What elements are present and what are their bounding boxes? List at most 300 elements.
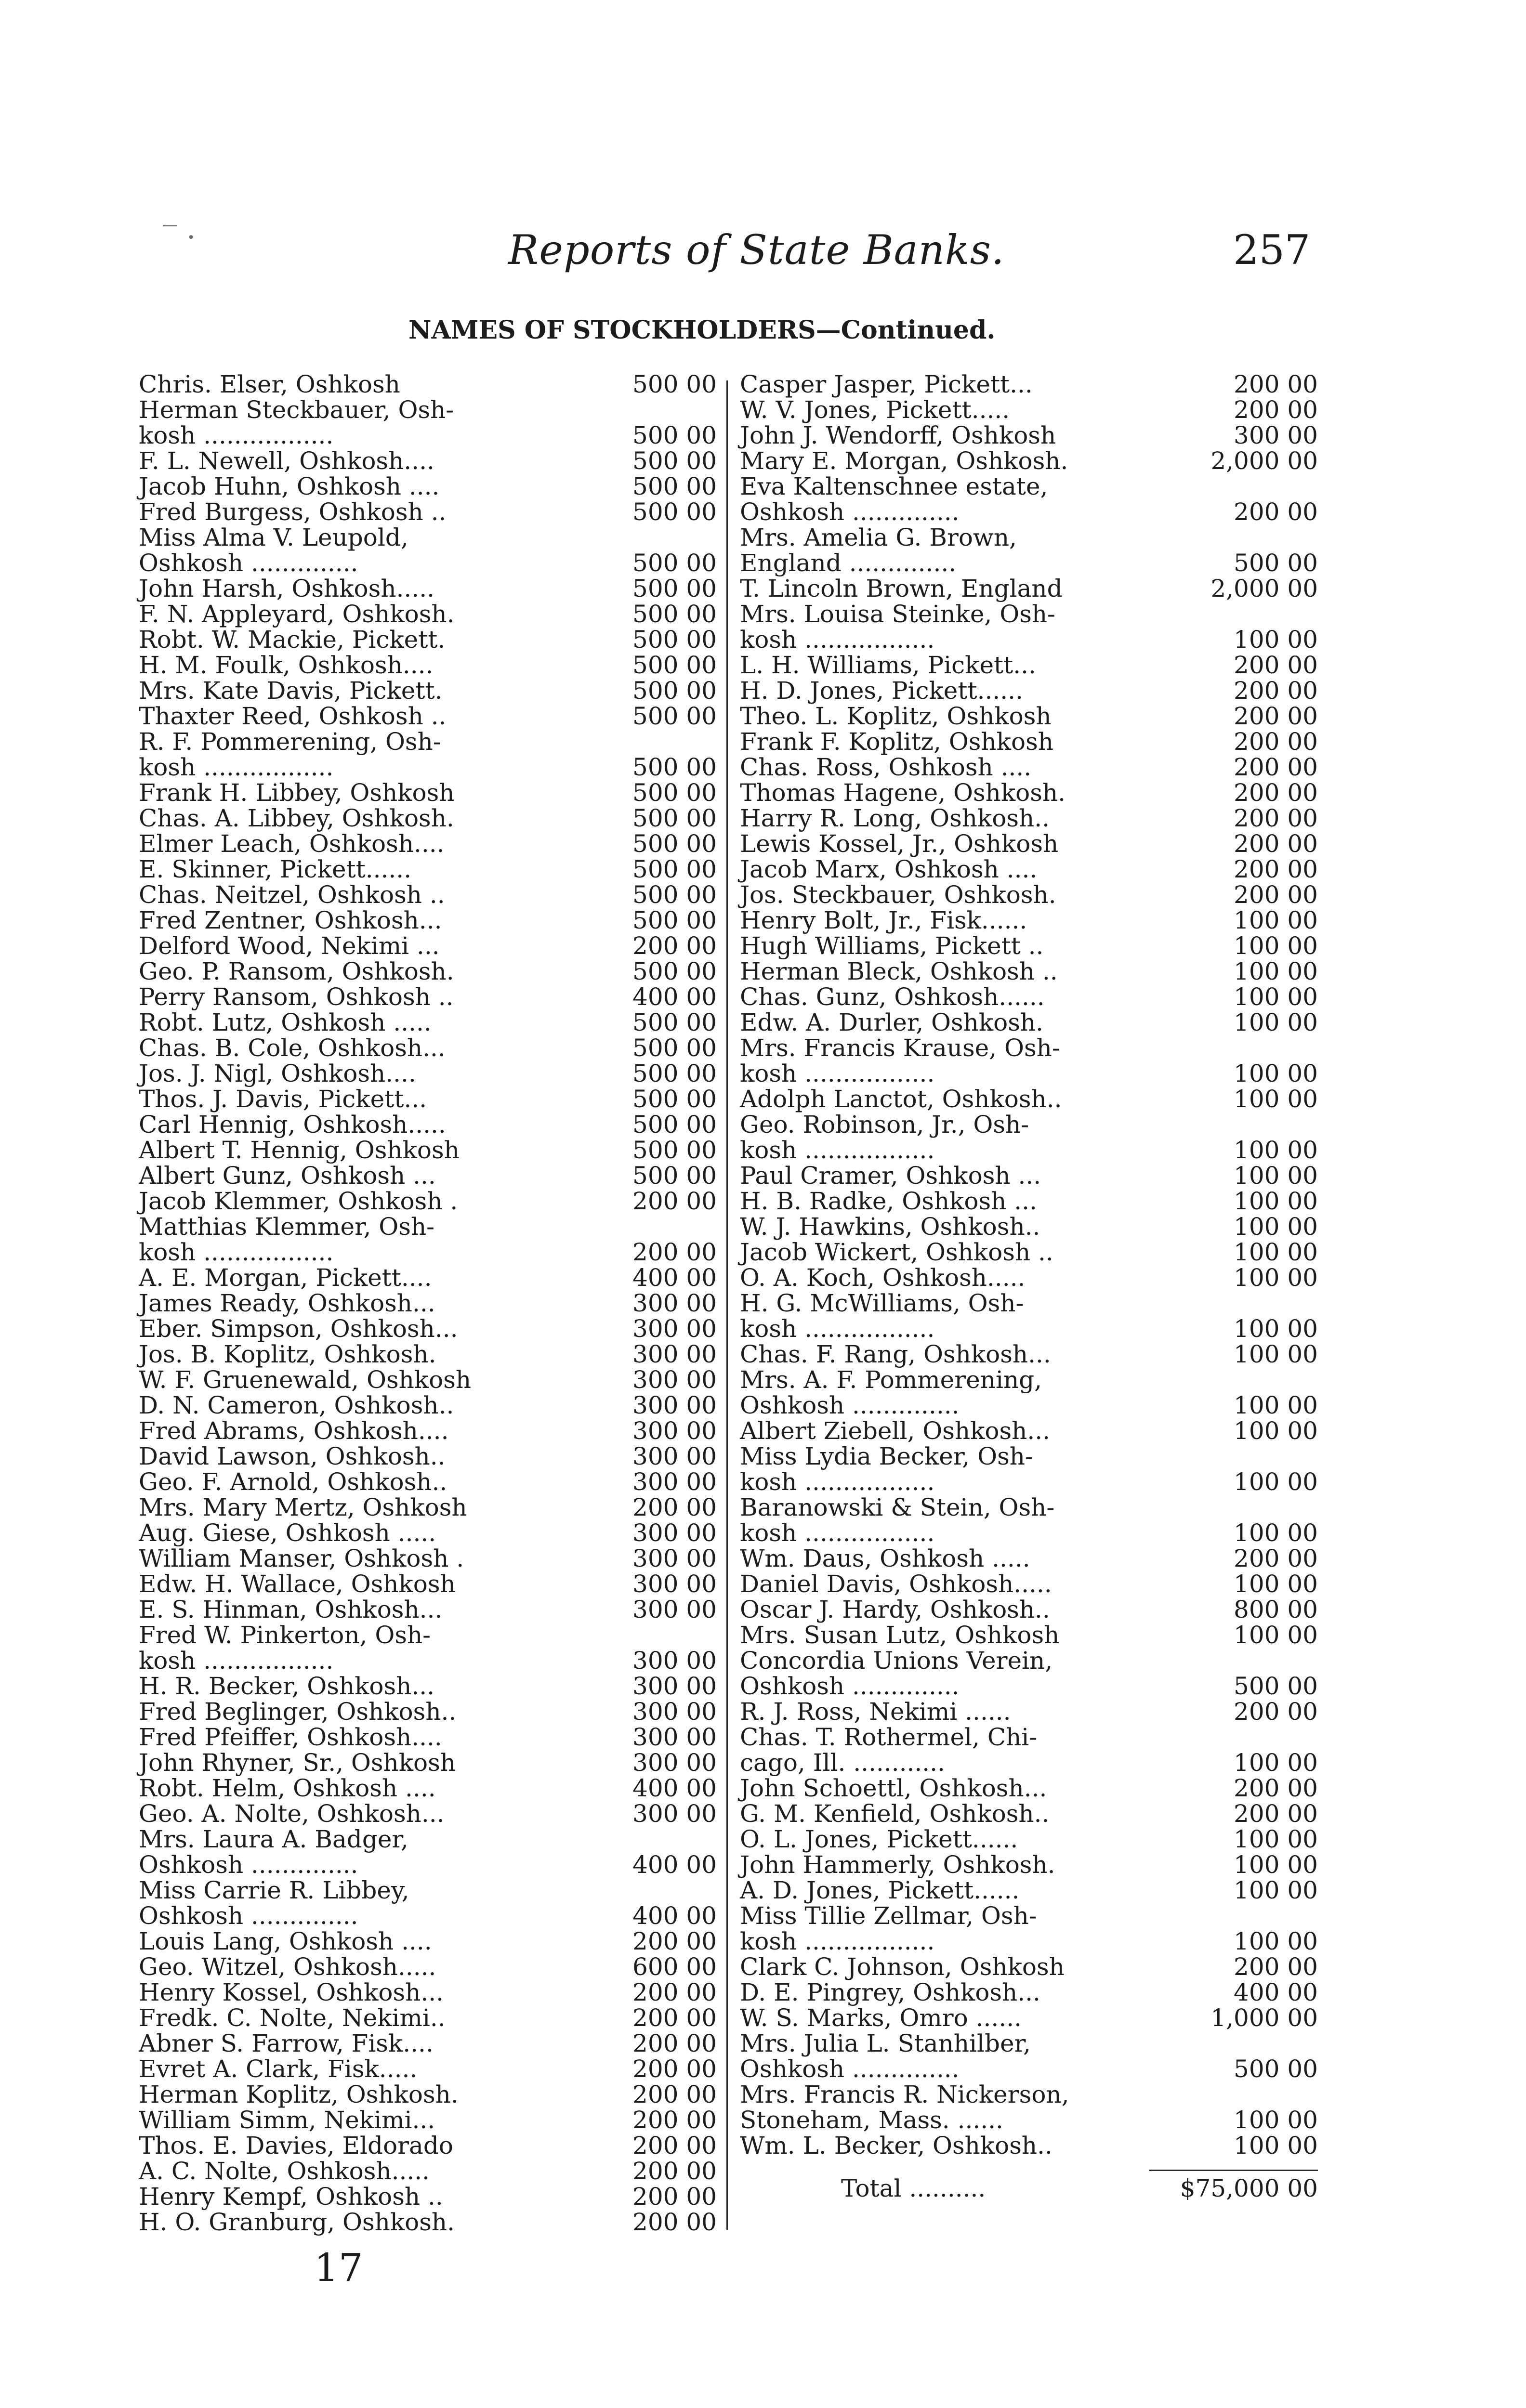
stockholder-row (740, 423, 1318, 448)
total-row (740, 2174, 1318, 2202)
stockholder-name: Mrs. Mary Mertz, Oshkosh (139, 1493, 467, 1521)
stockholder-amount: 600 00 (632, 1953, 717, 1981)
stockholder-name: Mrs. Francis Krause, Osh- (740, 1034, 1060, 1062)
stockholder-name: Eva Kaltenschnee estate, (740, 472, 1048, 500)
stockholder-amount: 300 00 (632, 1672, 717, 1700)
stockholder-amount: 500 00 (632, 549, 717, 577)
stockholder-amount: 200 00 (1234, 804, 1318, 832)
stockholder-row (740, 1750, 1318, 1776)
stockholder-amount: 400 00 (632, 983, 717, 1011)
stockholder-row (740, 857, 1318, 882)
stockholder-row (139, 1929, 717, 1954)
stockholder-name: kosh ................. (740, 1136, 935, 1164)
stockholder-row (740, 1291, 1318, 1316)
stockholder-name: D. N. Cameron, Oshkosh.. (139, 1391, 454, 1419)
stockholder-row (139, 1214, 717, 1240)
stockholder-amount: 100 00 (1234, 1315, 1318, 1343)
stockholder-name: Herman Koplitz, Oshkosh. (139, 2081, 459, 2108)
stockholder-row (139, 1725, 717, 1750)
stockholder-name: Thos. J. Davis, Pickett... (139, 1085, 427, 1113)
stockholder-amount: 100 00 (1234, 1851, 1318, 1879)
stockholder-amount: 100 00 (1234, 1519, 1318, 1547)
stockholder-row (139, 1163, 717, 1189)
stockholder-amount: 500 00 (632, 600, 717, 628)
stockholder-name: Fred Pfeiffer, Oshkosh.... (139, 1723, 442, 1751)
stockholder-amount: 100 00 (1234, 626, 1318, 654)
stockholder-name: Eber. Simpson, Oshkosh... (139, 1315, 458, 1343)
stockholder-name: A. E. Morgan, Pickett.... (139, 1264, 432, 1292)
stockholder-name: Henry Kossel, Oshkosh... (139, 1978, 444, 2006)
stockholder-row (740, 1903, 1318, 1929)
stockholder-name: Jacob Klemmer, Oshkosh . (139, 1187, 458, 1215)
stockholder-row (139, 1444, 717, 1469)
stockholder-amount: 200 00 (1234, 855, 1318, 883)
stockholder-amount: 200 00 (1234, 779, 1318, 807)
stockholder-name: Albert Ziebell, Oshkosh... (740, 1417, 1051, 1445)
stockholder-amount: 500 00 (632, 421, 717, 449)
stockholder-row (139, 857, 717, 882)
stockholder-name: Chas. T. Rothermel, Chi- (740, 1723, 1038, 1751)
stockholder-name: T. Lincoln Brown, England (740, 575, 1063, 602)
stockholder-name: Edw. H. Wallace, Oshkosh (139, 1570, 456, 1598)
stockholder-name: kosh ................. (139, 753, 334, 781)
page-number: 257 (1233, 226, 1311, 274)
stockholder-row (740, 372, 1318, 397)
stockholder-row (139, 576, 717, 602)
stockholder-name: R. F. Pommerening, Osh- (139, 728, 441, 756)
stockholder-name: Miss Lydia Becker, Osh- (740, 1442, 1033, 1470)
stockholder-name: kosh ................. (139, 421, 334, 449)
stockholder-amount: 100 00 (1234, 1187, 1318, 1215)
stockholder-row (139, 678, 717, 704)
stockholder-name: Mrs. Laura A. Badger, (139, 1825, 408, 1853)
stockholder-amount: 200 00 (1234, 498, 1318, 526)
stockholder-row (139, 1240, 717, 1265)
stockholder-amount: 500 00 (1234, 1672, 1318, 1700)
stockholder-row (139, 423, 717, 448)
stockholder-name: kosh ................. (740, 1315, 935, 1343)
stockholder-amount: 100 00 (1234, 1825, 1318, 1853)
stockholder-name: Stoneham, Mass. ...... (740, 2106, 1003, 2134)
stockholder-name: Thaxter Reed, Oshkosh .. (139, 702, 447, 730)
stockholder-amount: 400 00 (632, 1774, 717, 1802)
stockholder-row (740, 1623, 1318, 1648)
stockholder-amount: 100 00 (1234, 1876, 1318, 1904)
stockholder-row (139, 1138, 717, 1163)
stockholder-row (139, 1878, 717, 1903)
stockholder-row (740, 1112, 1318, 1138)
stockholder-name: Oshkosh .............. (740, 2055, 960, 2083)
stockholder-amount: 200 00 (1234, 1953, 1318, 1981)
stockholder-name: Henry Bolt, Jr., Fisk...... (740, 906, 1027, 934)
stockholder-name: Geo. F. Arnold, Oshkosh.. (139, 1468, 447, 1496)
stockholder-row (139, 933, 717, 959)
stockholder-name: Albert T. Hennig, Oshkosh (139, 1136, 460, 1164)
stockholder-amount: 100 00 (1234, 1213, 1318, 1241)
stockholder-row (740, 1316, 1318, 1342)
stockholder-amount: 300 00 (632, 1468, 717, 1496)
stockholder-amount: 200 00 (632, 2208, 717, 2236)
stockholder-row (139, 2082, 717, 2107)
stockholder-amount: 200 00 (1234, 1800, 1318, 1828)
stockholder-name: Mrs. Louisa Steinke, Osh- (740, 600, 1055, 628)
stockholder-amount: 300 00 (632, 1596, 717, 1623)
stockholder-row (139, 2210, 717, 2235)
total-amount: $75,000 00 (1180, 2174, 1318, 2202)
stockholder-amount: 500 00 (1234, 549, 1318, 577)
stockholder-name: Oshkosh .............. (139, 1851, 358, 1879)
stockholder-row (139, 1035, 717, 1061)
stockholder-amount: 100 00 (1234, 1008, 1318, 1036)
stockholder-amount: 2,000 00 (1210, 447, 1318, 475)
stockholder-name: Abner S. Farrow, Fisk.... (139, 2029, 434, 2057)
stockholder-name: Adolph Lanctot, Oshkosh.. (740, 1085, 1062, 1113)
stockholder-name: kosh ................. (740, 1468, 935, 1496)
stockholder-row (139, 806, 717, 831)
stockholder-name: Mrs. Susan Lutz, Oshkosh (740, 1621, 1060, 1649)
stockholder-amount: 100 00 (1234, 2132, 1318, 2159)
stockholder-name: E. Skinner, Pickett...... (139, 855, 412, 883)
stockholder-name: R. J. Ross, Nekimi ...... (740, 1698, 1011, 1726)
stockholder-row (740, 653, 1318, 678)
stockholder-name: Robt. W. Mackie, Pickett. (139, 626, 446, 654)
stockholder-name: cago, Ill. ............ (740, 1749, 945, 1777)
stockholder-amount: 500 00 (632, 804, 717, 832)
stockholder-name: Harry R. Long, Oshkosh.. (740, 804, 1050, 832)
stockholder-amount: 100 00 (1234, 1391, 1318, 1419)
stockholder-name: Miss Alma V. Leupold, (139, 523, 408, 551)
stockholder-row (740, 729, 1318, 755)
stockholder-name: England .............. (740, 549, 957, 577)
stockholder-amount: 200 00 (632, 932, 717, 960)
stockholder-row (740, 1214, 1318, 1240)
page-title: Reports of State Banks. (508, 226, 1005, 274)
left-column (139, 372, 717, 2235)
stockholder-row (740, 576, 1318, 602)
stockholder-row (139, 1776, 717, 1801)
stockholder-row (740, 1265, 1318, 1291)
stockholder-amount: 500 00 (632, 753, 717, 781)
stockholder-row (740, 933, 1318, 959)
stockholder-name: kosh ................. (740, 1927, 935, 1955)
stockholder-amount: 200 00 (632, 2106, 717, 2134)
stockholder-name: H. G. McWilliams, Osh- (740, 1289, 1024, 1317)
stockholder-amount: 1,000 00 (1210, 2004, 1318, 2032)
stockholder-amount: 2,000 00 (1210, 575, 1318, 602)
stockholder-name: Chas. F. Rang, Oshkosh... (740, 1340, 1051, 1368)
stockholder-name: John Hammerly, Oshkosh. (740, 1851, 1055, 1879)
stockholder-amount: 100 00 (1234, 1417, 1318, 1445)
stockholder-name: Miss Tillie Zellmar, Osh- (740, 1902, 1037, 1930)
stockholder-amount: 200 00 (1234, 677, 1318, 705)
stockholder-amount: 500 00 (632, 575, 717, 602)
stockholder-row (740, 397, 1318, 423)
stockholder-amount: 500 00 (632, 1136, 717, 1164)
stockholder-row (139, 627, 717, 653)
stockholder-amount: 500 00 (632, 855, 717, 883)
stockholder-amount: 200 00 (632, 2055, 717, 2083)
stockholder-amount: 200 00 (632, 1187, 717, 1215)
stockholder-amount: 100 00 (1234, 932, 1318, 960)
stockholder-name: Concordia Unions Verein, (740, 1647, 1053, 1675)
stockholder-name: Herman Steckbauer, Osh- (139, 396, 454, 424)
stockholder-amount: 200 00 (632, 2132, 717, 2159)
stockholder-name: Jacob Marx, Oshkosh .... (740, 855, 1038, 883)
stockholder-row (139, 1316, 717, 1342)
stockholder-row (139, 1342, 717, 1367)
stockholder-amount: 300 00 (632, 1391, 717, 1419)
stockholder-amount: 300 00 (632, 1519, 717, 1547)
stockholder-amount: 500 00 (632, 498, 717, 526)
stockholder-row (139, 525, 717, 550)
stockholder-row (740, 1469, 1318, 1495)
stockholder-name: Fredk. C. Nolte, Nekimi.. (139, 2004, 446, 2032)
stockholder-row (139, 448, 717, 474)
stockholder-row (740, 806, 1318, 831)
stockholder-row (740, 1418, 1318, 1444)
stockholder-amount: 100 00 (1234, 1264, 1318, 1292)
stockholder-row (740, 908, 1318, 933)
stockholder-name: Jacob Wickert, Oshkosh .. (740, 1238, 1053, 1266)
stockholder-row (740, 1061, 1318, 1086)
stockholder-row (139, 1189, 717, 1214)
stockholder-row (139, 1367, 717, 1393)
stockholder-name: Lewis Kossel, Jr., Oshkosh (740, 830, 1059, 858)
stockholder-name: Hugh Williams, Pickett .. (740, 932, 1044, 960)
stockholder-amount: 500 00 (632, 1111, 717, 1139)
stockholder-amount: 300 00 (632, 1749, 717, 1777)
stockholder-amount: 500 00 (632, 651, 717, 679)
stockholder-name: Aug. Giese, Oshkosh ..... (139, 1519, 436, 1547)
stockholder-name: John Schoettl, Oshkosh... (740, 1774, 1047, 1802)
stockholder-row (139, 780, 717, 806)
stockholder-row (139, 1623, 717, 1648)
stockholder-row (740, 448, 1318, 474)
stockholder-amount: 200 00 (632, 1238, 717, 1266)
stockholder-amount: 100 00 (1234, 1621, 1318, 1649)
stockholder-name: Wm. L. Becker, Oshkosh.. (740, 2132, 1052, 2159)
stockholder-row (740, 474, 1318, 499)
stockholder-amount: 500 00 (632, 677, 717, 705)
stockholder-row (139, 1393, 717, 1418)
margin-mark: ‾ · (163, 221, 196, 254)
stockholder-name: William Manser, Oshkosh . (139, 1544, 464, 1572)
stockholder-amount: 200 00 (1234, 651, 1318, 679)
stockholder-row (740, 984, 1318, 1010)
stockholder-name: Jos. J. Nigl, Oshkosh.... (139, 1060, 416, 1087)
stockholder-row (139, 1648, 717, 1674)
stockholder-row (740, 1393, 1318, 1418)
stockholder-amount: 500 00 (632, 906, 717, 934)
stockholder-row (139, 602, 717, 627)
stockholder-amount: 100 00 (1234, 1749, 1318, 1777)
stockholder-row (740, 1776, 1318, 1801)
stockholder-row (740, 1163, 1318, 1189)
stockholder-name: Geo. P. Ransom, Oshkosh. (139, 957, 454, 985)
stockholder-name: H. O. Granburg, Oshkosh. (139, 2208, 455, 2236)
stockholder-name: Fred Beglinger, Oshkosh.. (139, 1698, 457, 1726)
stockholder-name: Oshkosh .............. (740, 1391, 960, 1419)
column-divider (726, 380, 728, 2230)
stockholder-name: Chas. Neitzel, Oshkosh .. (139, 881, 445, 909)
stockholder-row (139, 1571, 717, 1597)
stockholder-row (740, 755, 1318, 780)
stockholder-amount: 100 00 (1234, 1162, 1318, 1190)
stockholder-row (139, 1597, 717, 1623)
stockholder-name: Matthias Klemmer, Osh- (139, 1213, 435, 1241)
stockholder-amount: 200 00 (1234, 728, 1318, 756)
stockholder-name: Jos. B. Koplitz, Oshkosh. (139, 1340, 436, 1368)
stockholder-amount: 300 00 (632, 1800, 717, 1828)
stockholder-name: kosh ................. (740, 1060, 935, 1087)
stockholder-name: W. F. Gruenewald, Oshkosh (139, 1366, 472, 1394)
stockholder-row (740, 2107, 1318, 2133)
stockholder-name: Chas. Gunz, Oshkosh...... (740, 983, 1045, 1011)
stockholder-row (740, 627, 1318, 653)
stockholder-row (740, 1725, 1318, 1750)
stockholder-amount: 100 00 (1234, 1238, 1318, 1266)
stockholder-row (740, 1648, 1318, 1674)
stockholder-row (740, 1520, 1318, 1546)
stockholder-row (740, 1801, 1318, 1827)
stockholder-name: Fred Burgess, Oshkosh .. (139, 498, 447, 526)
stockholder-name: Geo. Robinson, Jr., Osh- (740, 1111, 1029, 1139)
stockholder-amount: 300 00 (632, 1340, 717, 1368)
stockholder-amount: 500 00 (632, 779, 717, 807)
stockholder-row (740, 550, 1318, 576)
stockholder-name: Mrs. Kate Davis, Pickett. (139, 677, 443, 705)
stockholder-amount: 800 00 (1234, 1596, 1318, 1623)
stockholder-amount: 300 00 (632, 1417, 717, 1445)
stockholder-row (139, 1980, 717, 2005)
stockholder-name: Paul Cramer, Oshkosh ... (740, 1162, 1041, 1190)
stockholder-row (740, 2005, 1318, 2031)
stockholder-name: John Harsh, Oshkosh..... (139, 575, 434, 602)
stockholder-name: John Rhyner, Sr., Oshkosh (139, 1749, 456, 1777)
stockholder-name: Mrs. Amelia G. Brown, (740, 523, 1017, 551)
stockholder-row (740, 1597, 1318, 1623)
stockholder-name: W. V. Jones, Pickett..... (740, 396, 1010, 424)
stockholder-amount: 200 00 (1234, 702, 1318, 730)
stockholder-name: A. C. Nolte, Oshkosh..... (139, 2157, 430, 2185)
stockholder-amount: 100 00 (1234, 1927, 1318, 1955)
stockholder-name: Frank H. Libbey, Oshkosh (139, 779, 455, 807)
stockholder-name: Chas. B. Cole, Oshkosh... (139, 1034, 446, 1062)
stockholder-row (139, 1061, 717, 1086)
stockholder-amount: 200 00 (1234, 1544, 1318, 1572)
stockholder-row (740, 525, 1318, 550)
stockholder-row (740, 1674, 1318, 1699)
stockholder-row (139, 499, 717, 525)
stockholder-name: Robt. Lutz, Oshkosh ..... (139, 1008, 432, 1036)
stockholder-amount: 500 00 (1234, 2055, 1318, 2083)
stockholder-name: kosh ................. (139, 1647, 334, 1675)
stockholder-amount: 200 00 (632, 2157, 717, 2185)
stockholder-amount: 100 00 (1234, 906, 1318, 934)
stockholder-row (740, 1827, 1318, 1852)
stockholder-row (139, 2005, 717, 2031)
stockholder-name: D. E. Pingrey, Oshkosh... (740, 1978, 1040, 2006)
stockholder-row (139, 397, 717, 423)
stockholder-amount: 200 00 (632, 2004, 717, 2032)
stockholder-amount: 200 00 (632, 1927, 717, 1955)
stockholder-amount: 300 00 (1234, 421, 1318, 449)
total-rule (1149, 2170, 1318, 2171)
stockholder-row (139, 2031, 717, 2056)
stockholder-row (740, 499, 1318, 525)
stockholder-amount: 500 00 (632, 1034, 717, 1062)
stockholder-row (139, 372, 717, 397)
stockholder-amount: 500 00 (632, 370, 717, 398)
stockholder-name: John J. Wendorff, Oshkosh (740, 421, 1056, 449)
stockholder-row (139, 755, 717, 780)
stockholder-row (139, 704, 717, 729)
stockholder-row (740, 1495, 1318, 1520)
stockholder-row (139, 1520, 717, 1546)
stockholder-amount: 200 00 (1234, 1698, 1318, 1726)
stockholder-name: Louis Lang, Oshkosh .... (139, 1927, 432, 1955)
stockholder-amount: 200 00 (1234, 753, 1318, 781)
stockholder-row (139, 908, 717, 933)
stockholder-row (139, 2107, 717, 2133)
stockholder-amount: 200 00 (632, 2029, 717, 2057)
stockholder-name: William Simm, Nekimi... (139, 2106, 435, 2134)
stockholder-row (740, 1571, 1318, 1597)
stockholder-row (740, 678, 1318, 704)
stockholder-name: Carl Hennig, Oshkosh..... (139, 1111, 446, 1139)
stockholder-name: Oshkosh .............. (740, 1672, 960, 1700)
stockholder-amount: 500 00 (632, 1060, 717, 1087)
stockholder-amount: 300 00 (632, 1442, 717, 1470)
stockholder-name: Wm. Daus, Oshkosh ..... (740, 1544, 1030, 1572)
stockholder-amount: 200 00 (632, 1493, 717, 1521)
stockholder-name: Delford Wood, Nekimi ... (139, 932, 440, 960)
stockholder-row (139, 1954, 717, 1980)
stockholder-row (139, 1674, 717, 1699)
stockholder-row (740, 1189, 1318, 1214)
stockholder-amount: 500 00 (632, 626, 717, 654)
stockholder-row (139, 729, 717, 755)
stockholder-name: L. H. Williams, Pickett... (740, 651, 1036, 679)
stockholder-row (139, 2184, 717, 2210)
stockholder-name: Jacob Huhn, Oshkosh .... (139, 472, 440, 500)
stockholder-amount: 400 00 (632, 1851, 717, 1879)
stockholder-name: Jos. Steckbauer, Oshkosh. (740, 881, 1056, 909)
stockholder-amount: 500 00 (632, 472, 717, 500)
stockholder-name: Miss Carrie R. Libbey, (139, 1876, 409, 1904)
stockholder-name: Oshkosh .............. (139, 549, 358, 577)
stockholder-name: Albert Gunz, Oshkosh ... (139, 1162, 436, 1190)
stockholder-name: Theo. L. Koplitz, Oshkosh (740, 702, 1052, 730)
stockholder-name: Oshkosh .............. (740, 498, 960, 526)
stockholder-name: A. D. Jones, Pickett...... (740, 1876, 1020, 1904)
stockholder-row (139, 1469, 717, 1495)
stockholder-name: Mrs. Francis R. Nickerson, (740, 2081, 1069, 2108)
stockholder-row (139, 2159, 717, 2184)
section-heading: NAMES OF STOCKHOLDERS—Continued. (408, 315, 996, 345)
stockholder-name: Clark C. Johnson, Oshkosh (740, 1953, 1065, 1981)
stockholder-name: Baranowski & Stein, Osh- (740, 1493, 1055, 1521)
right-column (740, 372, 1318, 2159)
stockholder-amount: 200 00 (1234, 1774, 1318, 1802)
stockholder-name: Chas. A. Libbey, Oshkosh. (139, 804, 454, 832)
stockholder-row (740, 1954, 1318, 1980)
stockholder-amount: 300 00 (632, 1289, 717, 1317)
stockholder-name: Casper Jasper, Pickett... (740, 370, 1033, 398)
stockholder-name: Frank F. Koplitz, Oshkosh (740, 728, 1053, 756)
stockholder-amount: 100 00 (1234, 1136, 1318, 1164)
stockholder-name: Henry Kempf, Oshkosh .. (139, 2183, 443, 2211)
